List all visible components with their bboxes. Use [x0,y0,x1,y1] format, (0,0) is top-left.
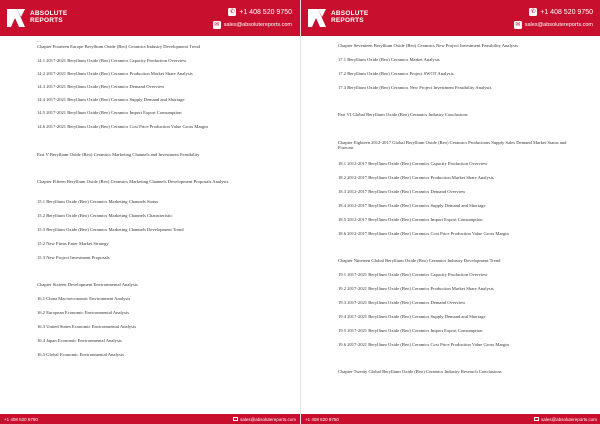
toc-entry: Chapter Fifteen Beryllium Oxide (Beo) Ceramics Marketing Channels Development Proposals Analysis [37,179,229,184]
brand-line-2: REPORTS [331,17,364,24]
continuation-mark: ... [37,39,41,44]
header-phone[interactable] [529,8,593,16]
header-email[interactable] [514,21,593,29]
toc-entry: 15.3 Beryllium Oxide (Beo) Ceramics Marketing Channels Development Trend [37,227,184,232]
toc-entry: 17.3 Beryllium Oxide (Beo) Ceramics New Project Investment Feasibility Analysis [338,85,492,90]
toc-entry: 16.2 European Economic Environmental Analysis [37,310,129,315]
footer-email-text: sales@absolutereports.com [541,416,597,422]
brand-name [331,10,368,24]
report-page-right [300,0,600,424]
toc-entry: 19.2 2017-2021 Beryllium Oxide (Beo) Ceramics Production Market Share Analysis [338,286,494,291]
page-footer [0,414,300,424]
toc-entry: 15.3 New Project Investment Proposals [37,255,110,260]
toc-entry: 17.1 Beryllium Oxide (Beo) Ceramics Market Analysis [338,57,440,62]
brand-line-1: ABSOLUTE [331,10,369,17]
toc-entry: Chapter Sixteen Development Environmental Analysis [37,282,138,287]
toc-entry: 19.6 2017-2021 Beryllium Oxide (Beo) Ceramics Cost Price Production Value Gross Margin [338,342,509,347]
toc-entry: 18.6 2012-2017 Beryllium Oxide (Beo) Ceramics Cost Price Production Value Gross Margin [338,231,509,236]
toc-entry: 16.4 Japan Economic Environmental Analysis [37,338,122,343]
toc-entry: 19.1 2017-2021 Beryllium Oxide (Beo) Ceramics Capacity Production Overview [338,272,488,277]
toc-entry: 18.4 2012-2017 Beryllium Oxide (Beo) Ceramics Supply Demand and Shortage [338,203,486,208]
toc-entry: 16.1 China Macroeconomic Environment Analysis [37,296,131,301]
mail-icon [534,417,539,421]
mail-icon [233,417,238,421]
toc-entry: Chapter Seventeen Beryllium Oxide (Beo) Ceramics New Project Investment Feasibility Analysis [338,43,518,48]
toc-entry: 16.3 United States Economic Environmental Analysis [37,324,137,329]
toc-entry: Part V Beryllium Oxide (Beo) Ceramics Marketing Channels and Investment Feasibility [37,152,200,157]
toc-entry: 14.6 2017-2021 Beryllium Oxide (Beo) Ceramics Cost Price Production Value Gross Margin [37,124,208,129]
brand-logo-icon [306,7,328,29]
toc-entry: Chapter Nineteen Global Beryllium Oxide (Beo) Ceramics Industry Development Trend [338,258,501,263]
toc-entry: 18.5 2012-2017 Beryllium Oxide (Beo) Ceramics Import Export Consumption [338,217,483,222]
mail-icon: ✉ [214,21,220,28]
brand-logo-icon [5,7,27,29]
toc-entry: Chapter Twenty Global Beryllium Oxide (Beo) Ceramics Industry Research Conclusions [338,369,502,374]
header-email-text: sales@absolutereports.com [524,22,593,28]
toc-entry: Part VI Global Beryllium Oxide (Beo) Ceramics Industry Conclusions [338,112,468,117]
toc-entry: 18.3 2012-2017 Beryllium Oxide (Beo) Ceramics Demand Overview [338,189,466,194]
mail-icon: ✉ [515,21,521,28]
footer-email-text: sales@absolutereports.com [240,416,296,422]
toc-entry: 14.3 2017-2021 Beryllium Oxide (Beo) Ceramics Demand Overview [37,84,165,89]
page-footer [301,414,600,424]
toc-entry: 14.4 2017-2021 Beryllium Oxide (Beo) Ceramics Supply Demand and Shortage [37,97,185,102]
page-header [0,0,300,36]
header-email[interactable] [213,21,292,29]
page-header [301,0,600,36]
header-email-text: sales@absolutereports.com [223,22,292,28]
toc-entry: 19.4 2017-2021 Beryllium Oxide (Beo) Ceramics Supply Demand and Shortage [338,314,486,319]
toc-entry: 15.1 Beryllium Oxide (Beo) Ceramics Marketing Channels Status [37,199,159,204]
footer-phone[interactable]: +1 408 520 9750 [4,416,38,422]
phone-icon: ✆ [229,8,235,15]
toc-entry: 19.5 2017-2021 Beryllium Oxide (Beo) Ceramics Import Export Consumption [338,328,483,333]
toc-entry: 17.2 Beryllium Oxide (Beo) Ceramics Project SWOT Analysis [338,71,454,76]
toc-entry: 14.1 2017-2021 Beryllium Oxide (Beo) Ceramics Capacity Production Overview [37,58,187,63]
footer-phone[interactable]: +1 408 520 9750 [305,416,339,422]
toc-entry: 14.2 2017-2021 Beryllium Oxide (Beo) Ceramics Production Market Share Analysis [37,71,193,76]
toc-entry: 16.5 Global Economic Environmental Analysis [37,352,124,357]
header-phone-text: +1 408 520 9750 [239,8,292,16]
toc-entry: 14.5 2017-2021 Beryllium Oxide (Beo) Ceramics Import Export Consumption [37,110,182,115]
toc-entry: Chapter Eighteen 2012-2017 Global Beryllium Oxide (Beo) Ceramics Productions Supply Sales Demand Market Status and Forecast [338,140,567,151]
header-phone[interactable] [228,8,292,16]
footer-email[interactable] [233,417,296,422]
footer-email[interactable] [534,417,597,422]
toc-entry: Chapter Fourteen Europe Beryllium Oxide (Beo) Ceramics Industry Development Trend [37,44,200,49]
toc-entry: 18.2 2012-2017 Beryllium Oxide (Beo) Ceramics Production Market Share Analysis [338,175,494,180]
toc-entry: 15.2 New Firms Enter Market Strategy [37,241,109,246]
brand-name [30,10,67,24]
toc-entry: 15.2 Beryllium Oxide (Beo) Ceramics Marketing Channels Characteristic [37,213,173,218]
brand-line-1: ABSOLUTE [30,10,68,17]
phone-icon: ✆ [530,8,536,15]
toc-entry: 19.3 2017-2021 Beryllium Oxide (Beo) Ceramics Demand Overview [338,300,466,305]
brand-line-2: REPORTS [30,17,63,24]
header-phone-text: +1 408 520 9750 [540,8,593,16]
toc-entry: 18.1 2012-2017 Beryllium Oxide (Beo) Ceramics Capacity Production Overview [338,161,488,166]
